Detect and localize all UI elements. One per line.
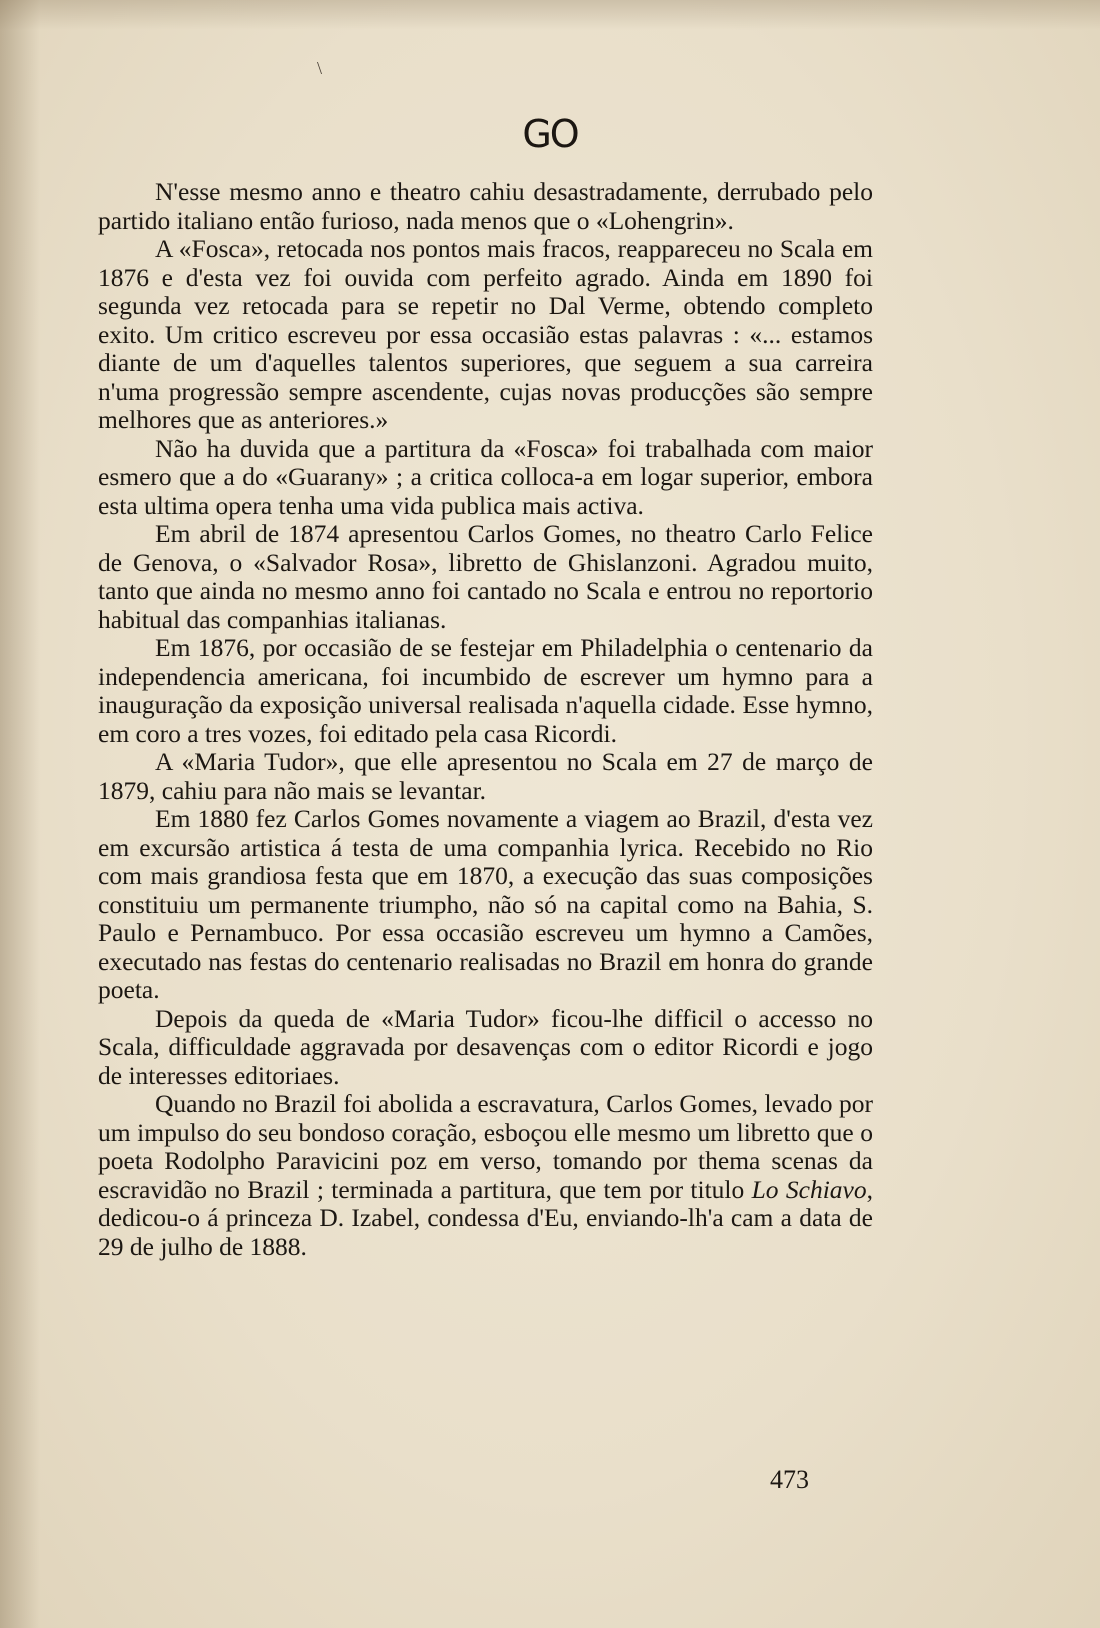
- paragraph-4: Em abril de 1874 apresentou Carlos Gomes, no theatro Carlo Felice de Genova, o «Salvador Rosa», libretto de Ghislanzoni. Agradou muito, tanto que ainda no mesmo anno foi cantado no Scala e entrou no reportorio habitual das companhias italianas.: [98, 519, 873, 634]
- paragraph-1: N'esse mesmo anno e theatro cahiu desastradamente, derrubado pelo partido italiano então furioso, nada menos que o «Lohengrin».: [98, 177, 873, 235]
- paragraph-5: Em 1876, por occasião de se festejar em Philadelphia o centenario da independencia americana, foi incumbido de escrever um hymno para a inauguração da exposição universal realisada n'aquella cidade. Esse hymno, em coro a tres vozes, foi editado pela casa Ricordi.: [98, 633, 873, 748]
- paragraph-9-text-after: , dedicou-o á princeza D. Izabel, condessa d'Eu, enviando-lh'a cam a data de 29 de julho de 1888.: [98, 1174, 873, 1261]
- page-number: 473: [770, 1465, 809, 1494]
- paragraph-9-text-before: Quando no Brazil foi abolida a escravatura, Carlos Gomes, levado por um impulso do seu bondoso coração, esboçou elle mesmo um libretto que o poeta Rodolpho Paravicini poz em verso, tomando por thema scenas da escravidão no Brazil ; terminada a partitura, que tem por titulo: [98, 1089, 873, 1204]
- body-text: [98, 178, 873, 1261]
- paragraph-8: Depois da queda de «Maria Tudor» ficou-lhe difficil o accesso no Scala, difficuldade aggravada por desavenças com o editor Ricordi e jogo de interesses editoriaes.: [98, 1003, 873, 1090]
- paragraph-6: A «Maria Tudor», que elle apresentou no Scala em 27 de março de 1879, cahiu para não mais se levantar.: [98, 747, 873, 805]
- paragraph-9: [98, 1090, 873, 1261]
- stray-ink-mark: \: [317, 58, 323, 78]
- paragraph-7: Em 1880 fez Carlos Gomes novamente a viagem ao Brazil, d'esta vez em excursão artistica á testa de uma companhia lyrica. Recebido no Rio com mais grandiosa festa que em 1870, a execução das suas composições constituiu um permanente triumpho, não só na capital como na Bahia, S. Paulo e Pernambuco. Por essa occasião escreveu um hymno a Camões, executado nas festas do centenario realisadas no Brazil em honra do grande poeta.: [98, 804, 873, 1004]
- paragraph-2: A «Fosca», retocada nos pontos mais fracos, reappareceu no Scala em 1876 e d'esta vez foi ouvida com perfeito agrado. Ainda em 1890 foi segunda vez retocada para se repetir no Dal Verme, obtendo completo exito. Um critico escreveu por essa occasião estas palavras : «... estamos diante de um d'aquelles talentos superiores, que seguem a sua carreira n'uma progressão sempre ascendente, cujas novas producções são sempre melhores que as anteriores.»: [98, 234, 873, 434]
- running-head: GO: [522, 112, 578, 156]
- paragraph-3: Não ha duvida que a partitura da «Fosca» foi trabalhada com maior esmero que a do «Guarany» ; a critica colloca-a em logar superior, embora esta ultima opera tenha uma vida publica mais activa.: [98, 433, 873, 520]
- opera-title: Lo Schiavo: [751, 1174, 867, 1204]
